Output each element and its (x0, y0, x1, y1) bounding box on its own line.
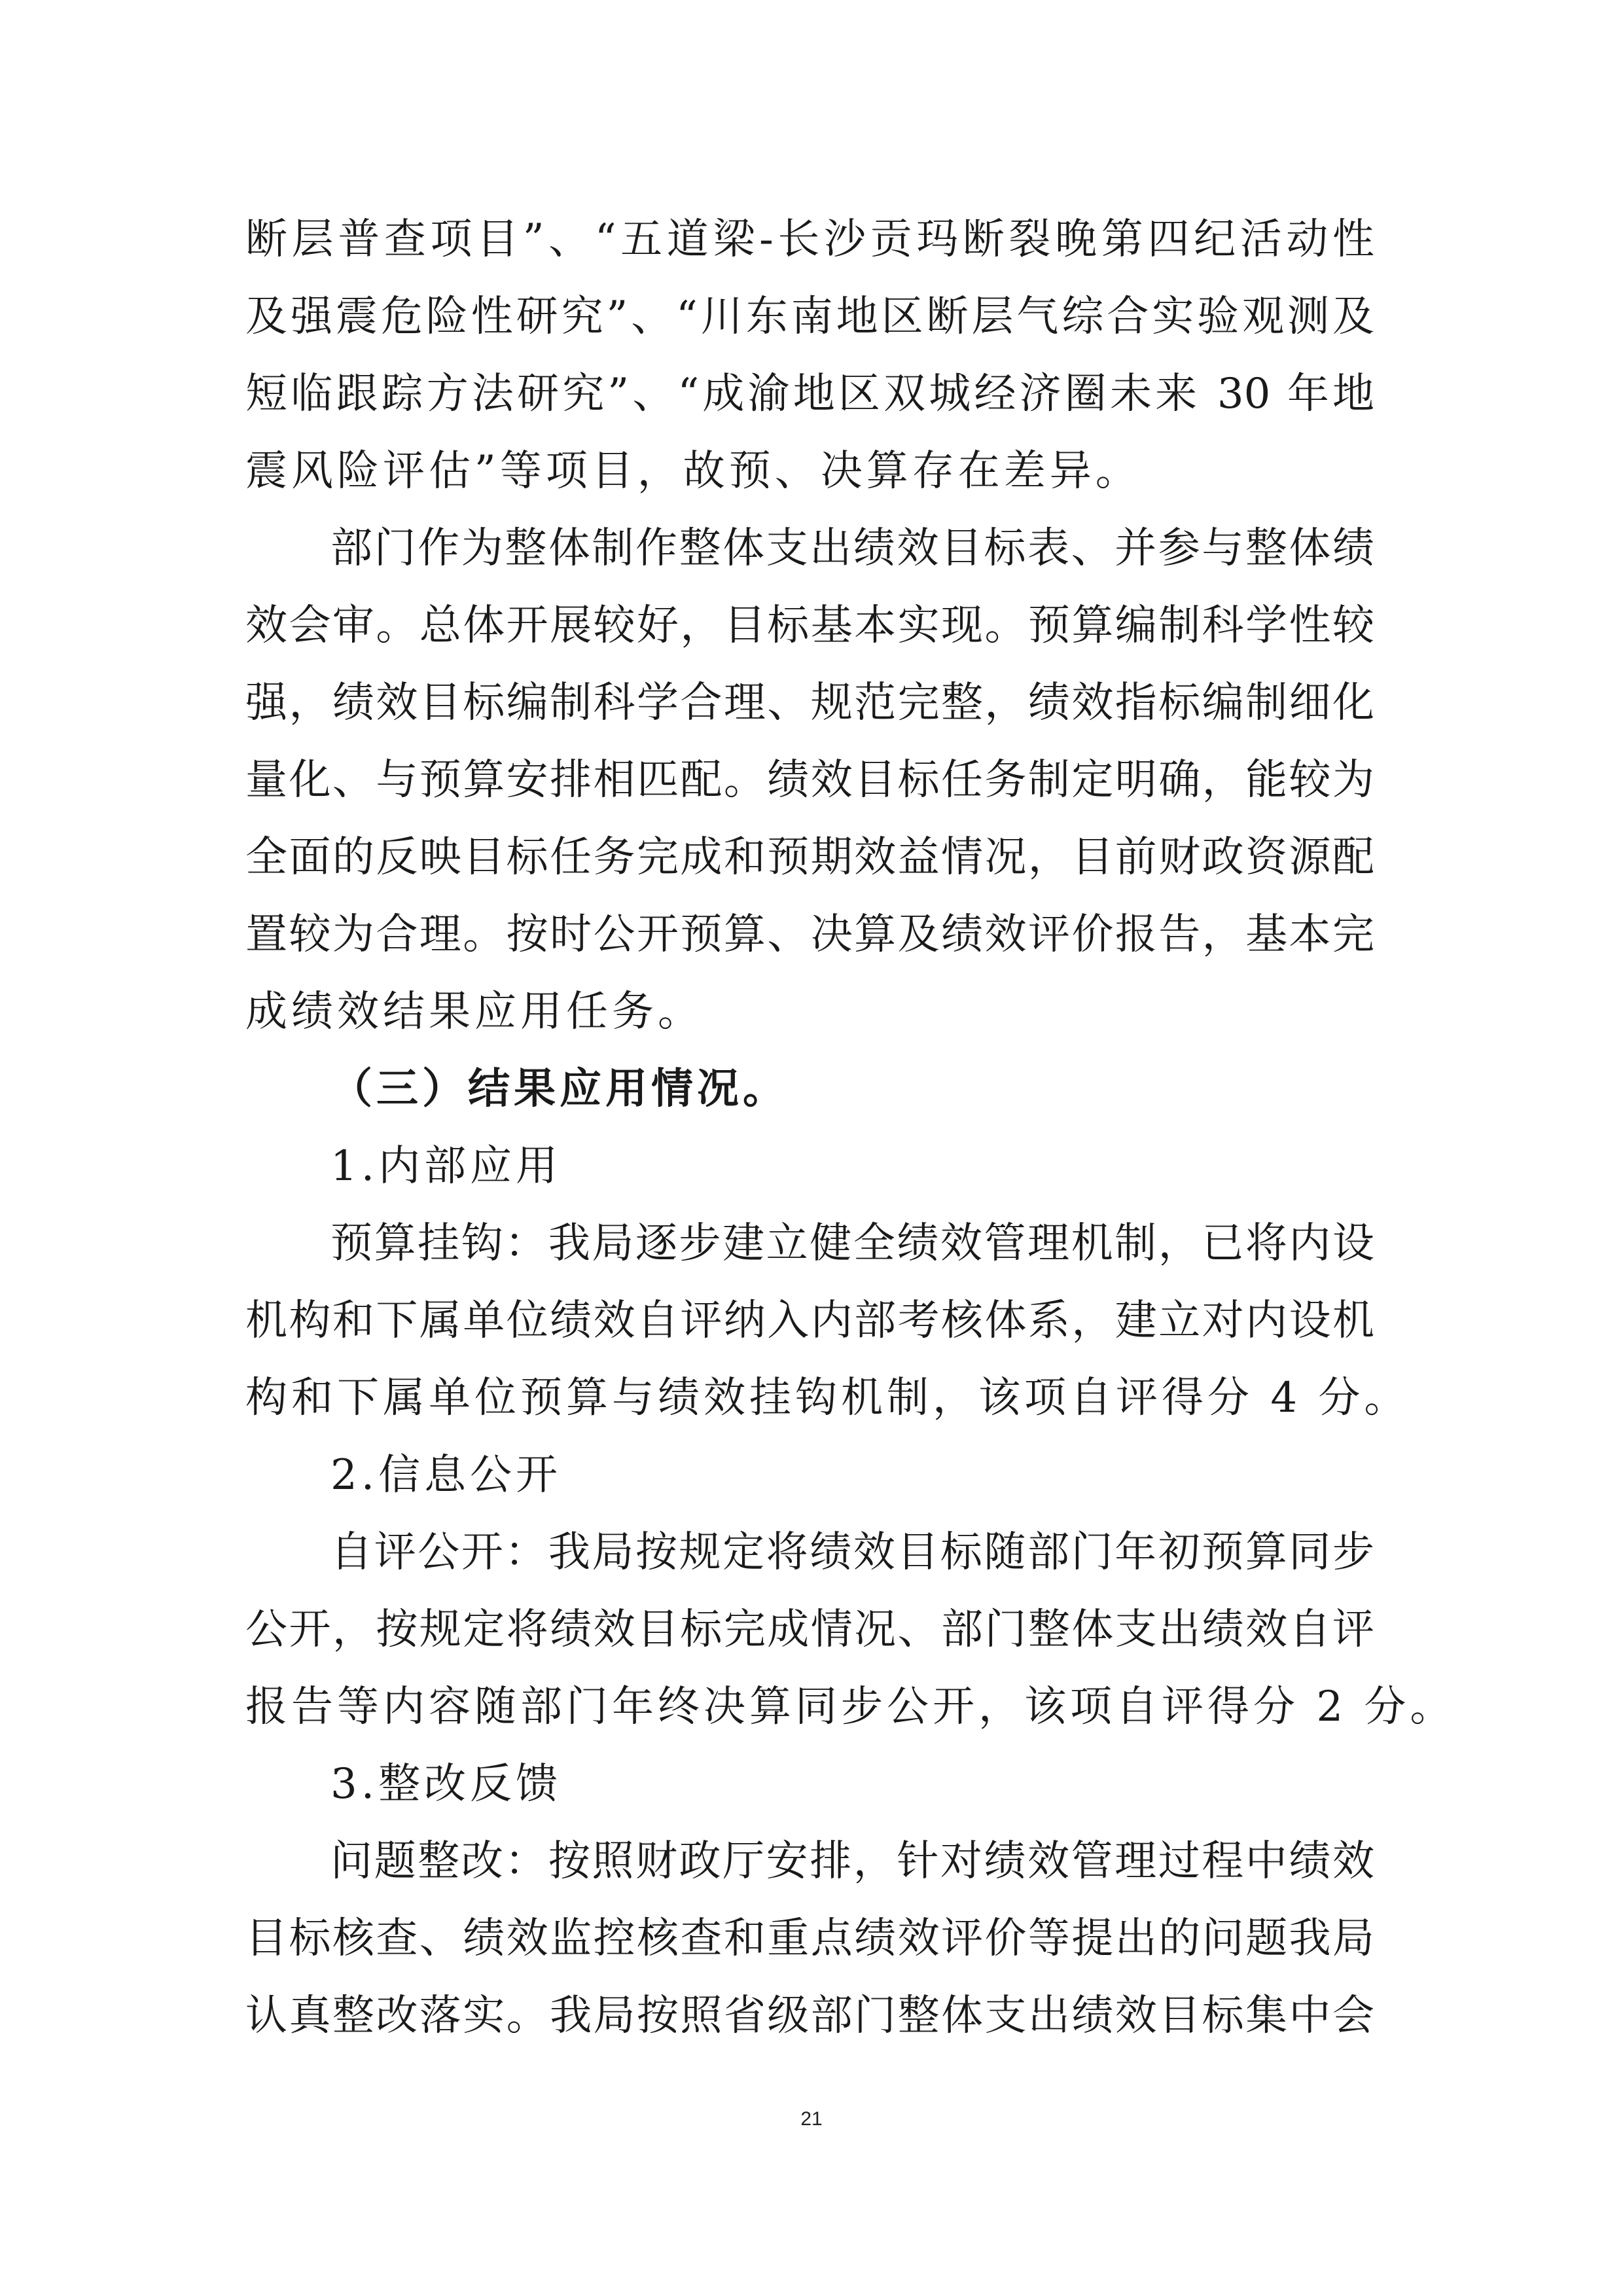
subsection-heading: 2.信息公开 (330, 1451, 562, 1499)
paragraph-line: 目标核查、绩效监控核查和重点绩效评价等提出的问题我局 (245, 1914, 1374, 1963)
paragraph-line: 预算挂钩：我局逐步建立健全绩效管理机制，已将内设 (330, 1219, 1374, 1268)
paragraph-line: 震风险评估”等项目，故预、决算存在差异。 (245, 447, 1141, 495)
paragraph-line: 机构和下属单位绩效自评纳入内部考核体系，建立对内设机 (245, 1297, 1374, 1345)
page-number: 21 (800, 2108, 823, 2130)
paragraph-line: 报告等内容随部门年终决算同步公开，该项自评得分 2 分。 (245, 1683, 1456, 1731)
paragraph-line: 强，绩效目标编制科学合理、规范完整，绩效指标编制细化 (245, 679, 1374, 727)
paragraph-line: 构和下属单位预算与绩效挂钩机制，该项自评得分 4 分。 (245, 1374, 1410, 1422)
paragraph-line: 自评公开：我局按规定将绩效目标随部门年初预算同步 (330, 1528, 1374, 1577)
section-heading: （三）结果应用情况。 (330, 1064, 789, 1113)
paragraph-line: 部门作为整体制作整体支出绩效目标表、并参与整体绩 (330, 524, 1374, 573)
paragraph-line: 问题整改：按照财政厅安排，针对绩效管理过程中绩效 (330, 1837, 1374, 1886)
paragraph-line: 认真整改落实。我局按照省级部门整体支出绩效目标集中会 (245, 1992, 1374, 2040)
paragraph-line: 及强震危险性研究”、“川东南地区断层气综合实验观测及 (245, 293, 1374, 341)
subsection-heading: 3.整改反馈 (330, 1760, 562, 1808)
paragraph-line: 效会审。总体开展较好，目标基本实现。预算编制科学性较 (245, 601, 1374, 650)
paragraph-line: 断层普查项目”、“五道梁-长沙贡玛断裂晚第四纪活动性 (245, 215, 1374, 264)
subsection-heading: 1.内部应用 (330, 1142, 562, 1191)
paragraph-line: 全面的反映目标任务完成和预期效益情况，目前财政资源配 (245, 833, 1374, 882)
paragraph-line: 成绩效结果应用任务。 (245, 988, 704, 1036)
paragraph-line: 置较为合理。按时公开预算、决算及绩效评价报告，基本完 (245, 910, 1374, 959)
paragraph-line: 公开，按规定将绩效目标完成情况、部门整体支出绩效自评 (245, 1605, 1374, 1654)
paragraph-line: 量化、与预算安排相匹配。绩效目标任务制定明确，能较为 (245, 756, 1374, 804)
paragraph-line: 短临跟踪方法研究”、“成渝地区双城经济圈未来 30 年地 (245, 370, 1374, 418)
